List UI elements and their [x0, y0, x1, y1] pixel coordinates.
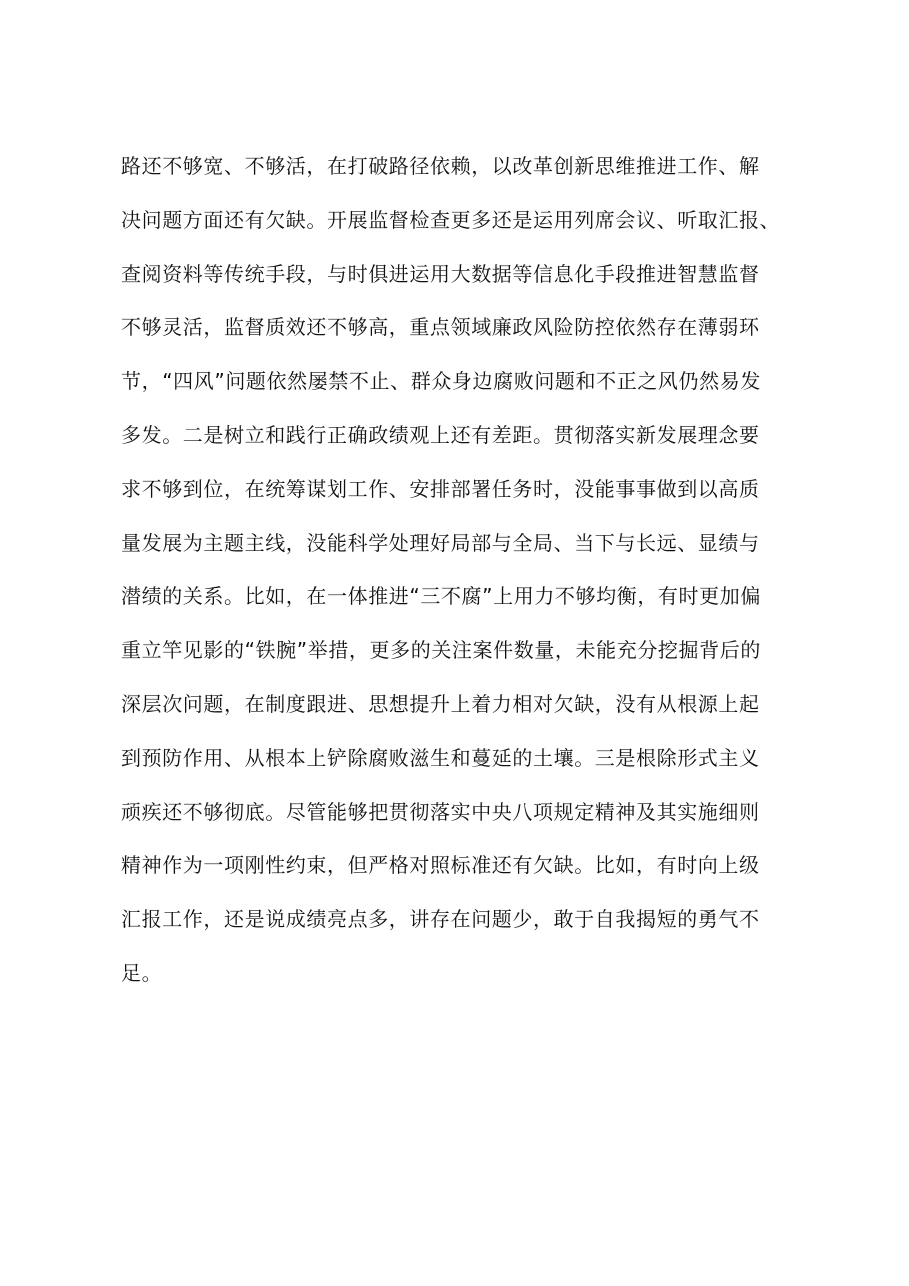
paragraph-line: 查阅资料等传统手段，与时俱进运用大数据等信息化手段推进智慧监督: [121, 261, 760, 286]
body-paragraph: [121, 140, 801, 1001]
paragraph-line: 不够灵活，监督质效还不够高，重点领域廉政风险防控依然存在薄弱环: [121, 315, 760, 340]
paragraph-line: 量发展为主题主线，没能科学处理好局部与全局、当下与长远、显绩与: [121, 530, 760, 555]
paragraph-line: 多发。二是树立和践行正确政绩观上还有差距。贯彻落实新发展理念要: [121, 422, 760, 447]
paragraph-line: 潜绩的关系。比如，在一体推进“三不腐”上用力不够均衡，有时更加偏: [121, 584, 761, 609]
paragraph-line: 节，“四风”问题依然屡禁不止、群众身边腐败问题和不正之风仍然易发: [121, 369, 761, 394]
paragraph-line: 汇报工作，还是说成绩亮点多，讲存在问题少，敢于自我揭短的勇气不: [121, 907, 760, 932]
paragraph-line: 到预防作用、从根本上铲除腐败滋生和蔓延的土壤。三是根除形式主义: [121, 745, 760, 770]
paragraph-line: 深层次问题，在制度跟进、思想提升上着力相对欠缺，没有从根源上起: [121, 691, 760, 716]
paragraph-line: 重立竿见影的“铁腕”举措，更多的关注案件数量，未能充分挖掘背后的: [121, 638, 761, 663]
paragraph-line: 路还不够宽、不够活，在打破路径依赖，以改革创新思维推进工作、解: [121, 154, 760, 178]
paragraph-line: 决问题方面还有欠缺。开展监督检查更多还是运用列席会议、听取汇报、: [121, 207, 781, 232]
paragraph-line: 足。: [121, 960, 163, 985]
paragraph-line: 求不够到位，在统筹谋划工作、安排部署任务时，没能事事做到以高质: [121, 476, 760, 501]
paragraph-line: 精神作为一项刚性约束，但严格对照标准还有欠缺。比如，有时向上级: [121, 853, 760, 878]
paragraph-line: 顽疾还不够彻底。尽管能够把贯彻落实中央八项规定精神及其实施细则: [121, 799, 760, 824]
